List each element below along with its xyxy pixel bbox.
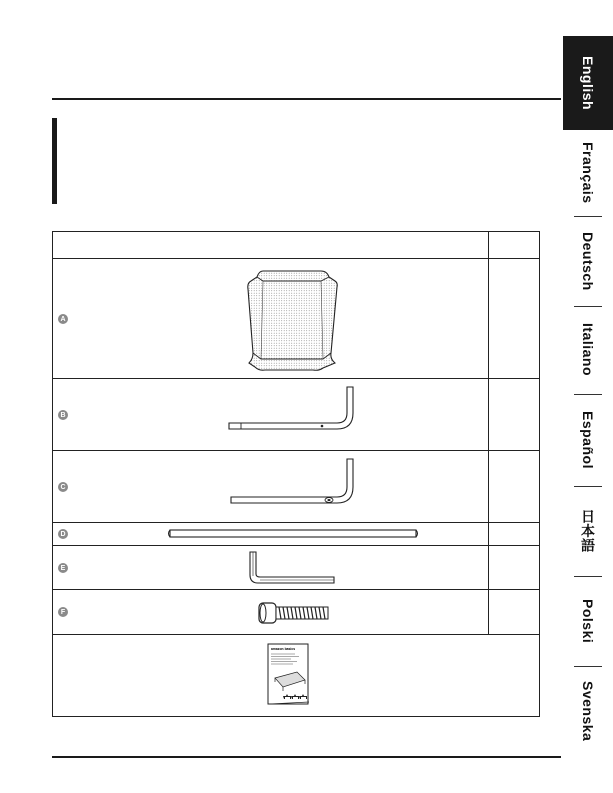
table-row-part-e xyxy=(53,545,539,589)
tab-label: Svenska xyxy=(580,680,596,742)
mat-icon xyxy=(243,267,341,373)
l-frame-tube-icon xyxy=(229,457,361,515)
part-letter-badge: A xyxy=(58,314,68,324)
heading-accent-bar xyxy=(52,118,57,204)
tab-label: Español xyxy=(580,411,596,469)
top-rule xyxy=(52,98,561,100)
tab-label: English xyxy=(580,55,596,111)
part-letter-badge: B xyxy=(58,410,68,420)
bottom-rule xyxy=(52,756,561,758)
tab-svenska[interactable] xyxy=(563,666,613,756)
tab-italiano[interactable] xyxy=(563,306,613,394)
l-frame-tube-icon xyxy=(227,385,361,443)
tab-label: Polski xyxy=(580,598,596,644)
part-letter-badge: D xyxy=(58,529,68,539)
tab-deutsch[interactable] xyxy=(563,216,613,306)
table-row-part-a xyxy=(53,258,539,378)
tab-francais[interactable] xyxy=(563,130,613,216)
table-row-part-c xyxy=(53,450,539,522)
table-row-part-d xyxy=(53,522,539,545)
instruction-manual-icon xyxy=(265,642,311,706)
table-row-manual xyxy=(53,634,539,716)
tab-label: Deutsch xyxy=(580,231,596,291)
table-header-row xyxy=(53,232,539,258)
table-row-part-f xyxy=(53,589,539,634)
tab-japanese[interactable] xyxy=(563,486,613,576)
tab-label: Italiano xyxy=(580,323,596,377)
tab-espanol[interactable] xyxy=(563,394,613,486)
tab-label: 日本語 xyxy=(580,509,596,553)
parts-table xyxy=(52,231,540,717)
section-heading xyxy=(52,118,532,204)
straight-tube-icon xyxy=(167,528,419,540)
hex-key-icon xyxy=(246,550,338,586)
bolt-icon xyxy=(256,600,332,626)
tab-label: Français xyxy=(580,142,596,204)
part-letter-badge: E xyxy=(58,563,68,573)
language-tabs xyxy=(563,36,613,756)
part-letter-badge: C xyxy=(58,482,68,492)
part-letter-badge: F xyxy=(58,607,68,617)
manual-brand-text: amazon basics xyxy=(271,647,296,651)
tab-polski[interactable] xyxy=(563,576,613,666)
table-row-part-b xyxy=(53,378,539,450)
tab-english[interactable] xyxy=(563,36,613,130)
